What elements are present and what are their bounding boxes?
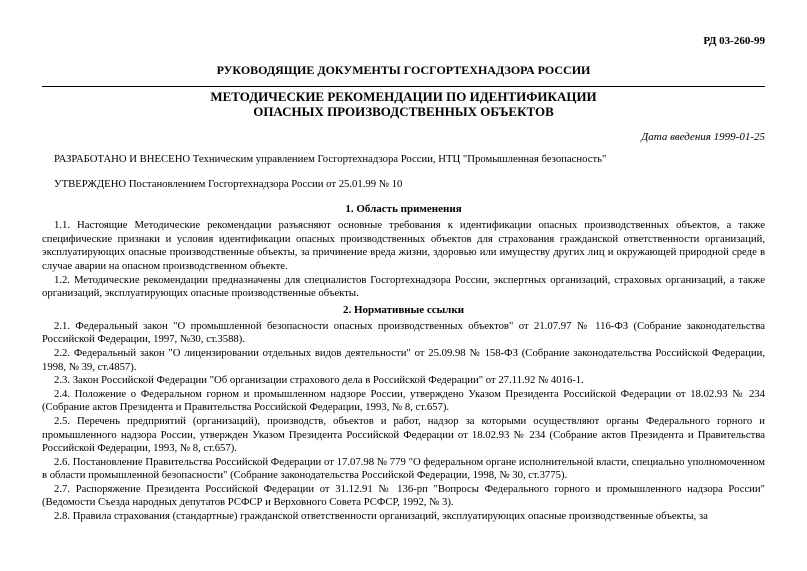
paragraph: 2.7. Распоряжение Президента Российской Федерации от 31.12.91 № 136-рп "Вопросы Федерального горного и промышленного надзора России" (Ведомости Съезда народных депутатов РСФСР и Верховного Совета РСФСР, 1992, № 3). <box>42 482 765 509</box>
section-2-heading: 2. Нормативные ссылки <box>342 303 465 316</box>
paragraph: 2.8. Правила страхования (стандартные) гражданской ответственности организаций, эксплуатирующих опасные производственные объекты, за <box>54 510 708 523</box>
developed-by: РАЗРАБОТАНО И ВНЕСЕНО Техническим управлением Госгортехнадзора России, НТЦ "Промышленная безопасность" <box>54 153 607 165</box>
document-code: РД 03-260-99 <box>703 35 765 47</box>
header-divider <box>42 86 765 87</box>
approved-by: УТВЕРЖДЕНО Постановлением Госгортехнадзора России от 25.01.99 № 10 <box>54 177 403 190</box>
title-line-1: МЕТОДИЧЕСКИЕ РЕКОМЕНДАЦИИ ПО ИДЕНТИФИКАЦИИ <box>210 89 597 104</box>
document-body <box>42 153 765 524</box>
document-title <box>42 89 765 119</box>
paragraph: 2.1. Федеральный закон "О промышленной безопасности опасных производственных объектов" от 21.07.97 № 116-ФЗ (Собрание законодательства Российской Федерации, 1997, №30, ст.3588). <box>42 319 765 346</box>
document-series: РУКОВОДЯЩИЕ ДОКУМЕНТЫ ГОСГОРТЕХНАДЗОРА РОССИИ <box>216 63 591 77</box>
paragraph: 1.1. Настоящие Методические рекомендации разъясняют основные требования к идентификации опасных производственных объектов, а также специфические признаки и условия идентификации опасных производственных объектов для страхования гражданской ответственности организаций, эксплуатирующих опасные производственные объекты, за причинение вреда жизни, здоровью или имуществу других лиц и окружающей природной среде в случае аварии на опасном производственном объекте. <box>42 219 765 272</box>
section-1-heading: 1. Область применения <box>345 203 462 216</box>
title-line-2: ОПАСНЫХ ПРОИЗВОДСТВЕННЫХ ОБЪЕКТОВ <box>253 104 554 119</box>
paragraph: 2.3. Закон Российской Федерации "Об организации страхового дела в Российской Федерации" от 27.11.92 № 4016-1. <box>54 374 584 387</box>
effective-date: Дата введения 1999-01-25 <box>641 131 765 143</box>
paragraph: 2.2. Федеральный закон "О лицензировании отдельных видов деятельности" от 25.09.98 № 158-ФЗ (Собрание законодательства Российской Федерации, 1998, № 39, ст.4857). <box>42 346 765 373</box>
paragraph: 1.2. Методические рекомендации предназначены для специалистов Госгортехнадзора России, экспертных организаций, страховых организаций, а также организаций, эксплуатирующих опасные производственные объекты. <box>42 273 765 300</box>
paragraph: 2.4. Положение о Федеральном горном и промышленном надзоре России, утверждено Указом Президента Российской Федерации от 18.02.93 № 234 (Собрание актов Президента и Правительства Российской Федерации, 1993, № 8, ст.657). <box>42 387 765 414</box>
paragraph: 2.5. Перечень предприятий (организаций), производств, объектов и работ, надзор за которыми осуществляют органы Федерального горного и промышленного надзора России, утвержден Указом Президента Российской Федерации от 18.02.93 № 234 (Собрание актов Президента и Правительства Российской Федерации, 1993, № 8, ст.657). <box>42 414 765 455</box>
paragraph: 2.6. Постановление Правительства Российской Федерации от 17.07.98 № 779 "О федеральном органе исполнительной власти, специально уполномоченном в области промышленной безопасности" (Собрание законодательства Российской Федерации, 1998, № 30, ст.3775). <box>42 455 765 482</box>
